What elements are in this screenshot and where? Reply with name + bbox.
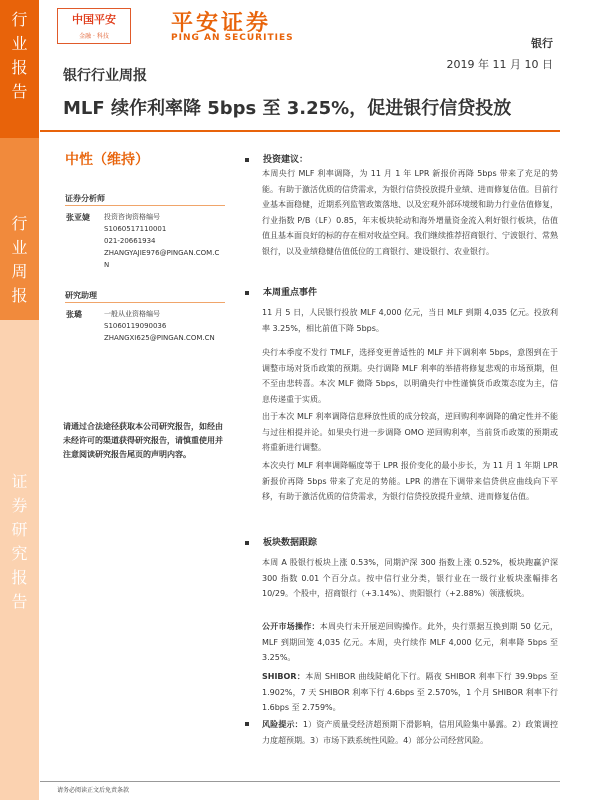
events-paragraph-1: 11 月 5 日，人民银行投放 MLF 4,000 亿元，当日 MLF 到期 4,035 亿元。投放利率 3.25%，相比前值下降 5bps。 <box>262 308 558 333</box>
analyst-detail: S1060517110001 <box>104 225 167 233</box>
footer-divider <box>40 781 560 782</box>
report-date: 2019 年 11 月 10 日 <box>446 58 553 71</box>
bullet-square-icon <box>245 722 249 726</box>
sidebar-char: 告 <box>11 592 28 611</box>
sidebar-block-research <box>0 320 39 800</box>
assistant-name: 张璐 <box>66 310 82 319</box>
sidebar-char: 行 <box>11 10 28 29</box>
analyst-divider <box>65 205 225 206</box>
analyst-name: 张亚婕 <box>66 213 90 222</box>
analyst-heading: 证券分析师 <box>65 194 105 203</box>
pingan-logo <box>57 8 131 44</box>
sidebar-char: 报 <box>11 568 28 587</box>
bullet-square-icon <box>245 291 249 295</box>
paragraph-text: 1）资产质量受经济超预期下滑影响，信用风险集中暴露。2）政策调控力度超预期。3）市场下跌系统性风险。4）部分公司经营风险。 <box>262 720 558 745</box>
section-heading-text: 投资建议： <box>263 155 309 165</box>
logo-text: 中国平安 <box>63 12 125 28</box>
sidebar-char: 报 <box>11 58 28 77</box>
tracking-paragraph-3 <box>262 669 558 716</box>
brand-name-cn: 平安证券 <box>171 11 272 36</box>
analyst-detail: 投资咨询资格编号 <box>104 213 160 221</box>
bullet-square-icon <box>245 158 249 162</box>
section-heading-text: 本周重点事件 <box>263 288 318 298</box>
brand-name-en: PING AN SECURITIES <box>171 33 294 43</box>
section-heading-text: 板块数据跟踪 <box>263 538 318 548</box>
rating-label: 中性（维持） <box>65 152 149 168</box>
paragraph-text: 本周央行未开展逆回购操作。此外，央行票据互换到期 50 亿元，MLF 到期回笼 4,035 亿元。本周，央行续作 MLF 4,000 亿元，利率降 5bps 至 3.25%。 <box>262 622 559 662</box>
analyst-email: ZHANGYAJIE976@PINGAN.COM.C <box>104 249 220 257</box>
analyst-email: N <box>104 261 110 269</box>
sidebar-block-weekly <box>0 138 39 320</box>
assistant-detail: S1060119090036 <box>104 322 167 330</box>
sidebar-char: 业 <box>11 238 28 257</box>
tracking-paragraph-2 <box>262 619 558 666</box>
tracking-paragraph-1: 本周 A 股银行板块上涨 0.53%，同期沪深 300 指数上涨 0.52%，板块跑赢沪深 300 指数 0.01 个百分点。按中信行业分类，银行业在一级行业板块涨幅排名 10/29。个股中，招商银行（+3.14%）、贵阳银行（+2.88%）领涨板块。 <box>262 558 558 598</box>
sidebar-char: 行 <box>11 214 28 233</box>
bullet-square-icon <box>245 541 249 545</box>
title-divider <box>40 130 560 132</box>
sidebar-char: 告 <box>11 82 28 101</box>
sidebar-char: 研 <box>11 520 28 539</box>
sidebar-block-report <box>0 0 39 138</box>
risk-bullet <box>245 719 263 729</box>
assistant-divider <box>65 302 225 303</box>
sidebar-char: 报 <box>11 286 28 305</box>
section-heading-tracking <box>245 535 317 548</box>
page-title: MLF 续作利率降 5bps 至 3.25%，促进银行信贷投放 <box>63 98 512 119</box>
analyst-detail: 021-20661934 <box>104 237 156 245</box>
paragraph-text: 本周 SHIBOR 曲线陡峭化下行。隔夜 SHIBOR 利率下行 39.9bps 至 1.902%，7 天 SHIBOR 利率下行 4.6bps 至 2.570%，1 个月 SHIBOR 利率下行 1.6bps 至 2.759%。 <box>262 672 558 712</box>
sidebar <box>0 0 39 800</box>
sidebar-char: 业 <box>11 34 28 53</box>
events-paragraph-2: 央行本季度不发行 TMLF，选择变更普适性的 MLF 并下调利率 5bps，意图到在于调整市场对货币政策的预期。央行调降 MLF 利率的举措将修复悲观的市场预期，但不至由悲转喜。本次 MLF 微降 5bps，以明确央行中性谨慎货币政策态度为主，信息传递重于实质。 <box>262 348 558 404</box>
advice-paragraph: 本周央行 MLF 利率调降，为 11 月 1 年 LPR 新报价再降 5bps 带来了充足的势能。有助于激活优质的信贷需求，为银行信贷投放提升业绩、进而修复估值。目前行业基本面稳健，近期系列监管政策落地、以及宏观外部环境缓和助力行业估值修复，行业指数 P/B（LF）0.85，年末板块轮动和海外增量资金流入利好银行板块，估值值且基本面良好的标的存在相对收益空间。我们继续推荐招商银行、宁波银行、常熟银行，以及业绩稳健估值低位的工商银行、建设银行、农业银行。 <box>262 169 558 256</box>
sector-label: 银行 <box>531 37 553 50</box>
sidebar-char: 究 <box>11 544 28 563</box>
footer-note: 请务必阅读正文后免责条款 <box>57 787 130 794</box>
section-heading-advice <box>245 152 308 165</box>
paragraph-label: SHIBOR： <box>262 672 306 681</box>
events-paragraph-4: 本次央行 MLF 利率调降幅度等于 LPR 报价变化的最小步长，为 11 月 1 年期 LPR 新报价再降 5bps 带来了充足的势能。LPR 的潜在下调带来信贷供应曲线向下平移，有助于激活优质的信贷需求，为银行信贷投放提升业绩、进而修复估值。 <box>262 461 558 501</box>
report-type: 银行行业周报 <box>63 68 147 84</box>
paragraph-label: 公开市场操作： <box>262 622 320 631</box>
section-heading-events <box>245 285 317 298</box>
sidebar-char: 周 <box>11 262 28 281</box>
disclaimer-note: 请通过合法途径获取本公司研究报告，如经由未经许可的渠道获得研究报告，请慎重使用并注意阅读研究报告尾页的声明内容。 <box>63 422 223 459</box>
risk-paragraph <box>262 717 558 748</box>
assistant-heading: 研究助理 <box>65 291 97 300</box>
assistant-email: ZHANGXI625@PINGAN.COM.CN <box>104 334 215 342</box>
sidebar-char: 券 <box>11 496 28 515</box>
sidebar-char: 证 <box>11 472 28 491</box>
events-paragraph-3: 出于本次 MLF 利率调降信息释放性质的成分较高，逆回购利率调降的确定性并不能与过往相提并论。如果央行进一步调降 OMO 逆回购利率，当前货币政策的预期或将重新进行调整。 <box>262 412 558 452</box>
assistant-detail: 一般从业资格编号 <box>104 310 160 318</box>
paragraph-label: 风险提示： <box>262 720 303 729</box>
logo-subtext: 金融 · 科技 <box>79 33 109 40</box>
